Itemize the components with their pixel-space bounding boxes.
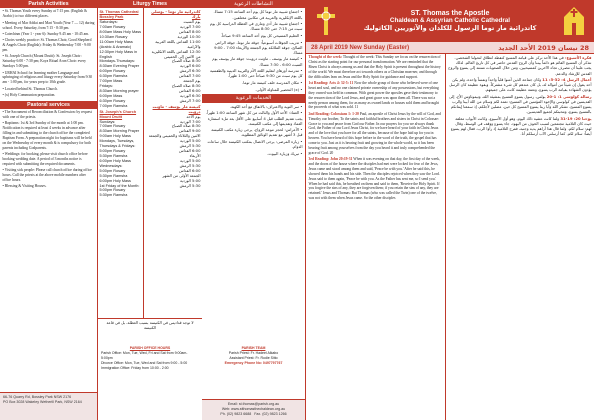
holiday-notice: لا توجد قداديس في الكنيسة بسبب العطلة، بل في قاعة الكنيسة xyxy=(98,318,202,331)
pastoral-header-en: Pastoral services xyxy=(27,101,70,108)
reading-en-paragraph: Thought of the week: Thought of the week: This Sunday we focus on the resurrection of Christ as the starting point for our personal transformation. We are reminded that the Risen Christ is always among us and that the Holy Spirit is present throughout the history of the world. We must therefore act towards others as a Christian man-ner, and through the difficulties lean on Jesus and the Holy Spirit for guidance and support. xyxy=(308,55,441,79)
ar-activity-item: • مدرسة أورهاي لتعليم اللغة الأم والتربية الدينية والطقسية كل يوم سبت من 9:30 صباحاً حتى 1:00 ظهراً. xyxy=(209,68,303,79)
liturgy-ar-time: 9:00 القداس xyxy=(178,128,201,134)
readings-english xyxy=(306,54,446,420)
liturgy-ar-time: 7:00 الوردية xyxy=(179,118,201,124)
liturgy-ar-time: يوم السبت xyxy=(183,19,201,25)
liturgy-en-time: 5:00pm Rosary xyxy=(99,188,126,193)
liturgy-ar-time: 6:00 القداس xyxy=(178,87,201,93)
liturgy-en-time: 6:30pm Ramsha xyxy=(99,74,128,79)
liturgy-en-time: 8:30am Morning prayer xyxy=(99,88,139,93)
office-hours-title: PARISH OFFICE HOURS xyxy=(129,346,171,350)
liturgy-en-time: Fridays: xyxy=(99,84,114,89)
readings xyxy=(306,54,594,420)
ar-pastoral-header-text: الخدمات الرعوية xyxy=(235,95,272,102)
ar-activity-item: • تدريب الجوقات أسبوعياً: جوقة مار توما، جوقة الراعي الصالح، جوقة الملائكة يوم الجمعة والأربعاء 7:00 - 9:00 مساءً. xyxy=(214,39,303,55)
liturgy-ar-time: 8:30 صلاة الصباح xyxy=(171,58,201,64)
ar-activity-item: • مكان المدرسة خلف كنيسة مار توما. xyxy=(241,79,303,85)
activity-item: • URHAI School for learning mother Language and upbringing of religious and liturgy every Saturday from 9:30 am - 1:00 pm, for years prep to 10th grade. xyxy=(2,70,93,85)
liturgy-ar-location: كنيسة مار يوسف - ماونت درويت xyxy=(152,103,201,114)
reading-ar-paragraph: رسالة كولوسي 1: 1-20 بولس، رسول يسوع المسيح بمشيئة الله، وتيموثاوس الأخ، إلى القديسين في كولوسي والإخوة المؤمنين في المسيح: نعمة لكم وسلام من الله أبينا والرب يسوع المسيح. نشكر الله وأبا ربنا يسوع المسيح كل حين، مصلين لأجلكم، إذ سمعنا إيمانكم بالمسيح يسوع، ومحبتكم لجميع القديسين. xyxy=(449,94,592,115)
title-cathedral: Chaldean & Assyrian Catholic Cathedral xyxy=(389,17,511,24)
liturgy-en-time: 8:30am Morning Prayer xyxy=(99,129,140,134)
office-hours-line: Parish Office: Mon, Tue, Wed, Fri and Sat from 9:00am-5:00pm xyxy=(101,350,188,360)
liturgy-ar-time: يوم الأحد xyxy=(186,113,201,119)
ar-activity-item: • (x) التحضير للمناولة الأولى. xyxy=(255,86,303,92)
pastoral-item: • Weddings: for booking, please visit church office before booking wedding date. A period of 3 months notice is required with submitting the required documents. xyxy=(2,152,88,166)
liturgy-ar-time: الأربعاء xyxy=(189,152,201,158)
church-logo xyxy=(554,0,594,42)
liturgy-ar-time: 8:30 صلاة الصباح xyxy=(171,123,201,129)
contact-web[interactable]: Web: www.stthomasthechaldean.org.au xyxy=(221,406,286,411)
liturgy-ar-time: يوم الجمعة xyxy=(183,78,201,84)
reading-ar-paragraph: فكرة الأسبوع: في هذا الأحد نركز على قيامة المسيح كنقطة انطلاق لتحولنا الشخصي. نتذكر أن المسيح القائم هو دائماً بيننا وأن الروح القدس حاضر في كل تاريخ العالم. لذلك يجب علينا أن نتصرف تجاه الآخرين كمسيحيين، ومن خلال الصعوبات نستند إلى يسوع والروح القدس للإرشاد والدعم. xyxy=(448,55,592,76)
cathedral-banner xyxy=(306,0,594,42)
liturgy-ar-time: 5:30 الرمش xyxy=(179,143,201,149)
liturgy-en-time: Wednesdays: xyxy=(99,163,123,168)
liturgy-en-time: 7:00pm Mass xyxy=(99,79,123,84)
ar-activities-header-text: النشاطات الرعوية xyxy=(234,1,273,7)
liturgy-en-time: 8:30am Evening Prayer xyxy=(99,64,140,69)
reading-en-paragraph: 2nd Reading: Colossians 1: 1-20 Paul, an apostle of Christ Jesus by the will of God, and Timothy our brother, To the saints and faithful brothers and sisters in Christ in Colossae: Grace to you and peace from God our Father. In our prayers for you we always thank God, the Father of our Lord Jesus Christ, for we have heard of your faith in Christ Jesus and of the love that you have for all the saints, because of the hope laid up for you in heaven. You have heard of this hope before in the word of the truth, the gospel that has come to you. Just as it is bearing fruit and growing in the whole world, so it has been bearing fruit among yourselves from the day you heard it and truly comprehended the grace of God. 20 xyxy=(308,111,441,155)
ar-activity-item: • التعليم المسيحي كل يوم أحد الساعة 9:45 صباحاً. xyxy=(220,32,303,38)
liturgy-ar-time: 6:00 الوردية xyxy=(179,63,201,69)
pastoral-item: • Visiting sick people: Please call church office during office hours. Call the priests at the above mobile numbers after office hours. xyxy=(2,168,92,182)
liturgy-ar-location: كاتدرائية مار توما - بوسلي بارك xyxy=(151,9,201,20)
readings-arabic xyxy=(446,54,594,420)
ar-activities-header xyxy=(202,0,305,8)
activity-item: • St. Joseph Church (Mount Druitt): St. Joseph Choir: Saturday 6:00 - 7:30 pm; Koya Ritual Aron Choir: every Sundays 5:00 pm. xyxy=(2,54,86,69)
arabic-activities-column xyxy=(202,0,305,420)
activity-item: • Meeting of Mar Addai and Mari Youth (Year 7 — 12) during school. Every Saturday, from 7:15 - 8:30 pm. xyxy=(2,20,95,30)
liturgy-en-time: 5:30pm Ramsha xyxy=(99,193,128,198)
activity-item: • Choirs weekly practice: St. Thomas Choir, Good Shepherd & Angels Choir (English): Friday & Wednesday 7:00 - 9:00 pm. xyxy=(2,38,92,53)
activities-header-en: Parish Activities xyxy=(28,1,69,7)
ar-pastoral-item: • العماذ: الأحد الأول والثالث من كل شهر الساعة 1:00 ظهراً. يجب تقديم الطلب قبل 4 أسابيع على الأقل بعد ملء استمارة العماذ وتقديمها إلى مكتب الكنيسة. xyxy=(205,110,303,126)
liturgy-header-en: Liturgy Times xyxy=(133,1,167,7)
contact-box xyxy=(202,399,305,420)
parish-team-box xyxy=(202,345,305,373)
liturgy-ar-time: 7:00 الرمش xyxy=(179,97,201,103)
liturgy-en-time: 5:00pm Rosary xyxy=(99,168,126,173)
parish-team-title: PARISH TEAM xyxy=(241,346,266,350)
liturgy-ar-time: 8:30 صلاة الصباح xyxy=(171,83,201,89)
liturgy-ar-time: 7:00 القداس xyxy=(178,73,201,79)
liturgy-en-time: 6:30pm Rosary xyxy=(99,98,126,103)
liturgy-en-location: St. Joseph's Church Mount Druitt xyxy=(99,109,137,119)
activity-item: • (x) Holy Communion preparation. xyxy=(2,93,56,98)
ar-pastoral-item: • الأعراس: لحجز موعد الزواج، يرجى زيارة مكتب الكنيسة قبل 3 أشهر مع تقديم الوثائق المطلوبة. xyxy=(211,127,303,138)
liturgy-ar-time: 7:00 الوردية xyxy=(179,24,201,29)
liturgy-ar-time: 8:00 القداس xyxy=(178,28,201,34)
liturgy-en-time: 12:30pm Holy Mass in English xyxy=(99,49,138,59)
reading-en-lead: 2nd Reading: Colossians 1: 1-20 xyxy=(308,111,359,116)
left-column xyxy=(0,0,98,420)
reading-en-lead: Thought of the week: xyxy=(308,55,342,60)
reading-ar-lead: فكرة الأسبوع: xyxy=(564,55,592,61)
liturgy-ar-time: الاثنين والثلاثاء والخميس والجمعة xyxy=(148,133,201,139)
office-hours-line: Divorce Office: Mon, Tue, Wed and Sat from 9:00 - 5:00 xyxy=(101,360,188,365)
liturgy-ar-time: 11:00 القداس باللغة العربية والآرامية xyxy=(155,38,201,49)
liturgy-en-time: 8:00am Mass Holy Mass xyxy=(99,29,142,34)
address-box xyxy=(0,392,97,420)
office-hours-box xyxy=(98,345,202,373)
liturgy-en-time: 6:00pm Holy Mass xyxy=(99,178,131,183)
contact-email[interactable]: Email: st.thomas@parish.org.au xyxy=(227,402,280,406)
liturgy-en-time: 6:00pm Mass xyxy=(99,93,123,98)
office-hours-line: Immigration Office: Friday from 10:00 - 2:00 xyxy=(101,365,169,370)
ar-activity-item: • اجتماع شبيبة مار أدي وماري في العطلة الدراسية كل يوم سبت من 7:15 حتى 8:30 مساءً. xyxy=(209,21,303,32)
liturgy-en-time: 1st Friday of the Month: xyxy=(99,183,140,188)
ar-pastoral-item: • سر التوبة والاعتراف: بالاتفاق مع أحد الكهنة. xyxy=(229,103,303,109)
reading-ar-lead: رسالة كولوسي 1: 1-20 xyxy=(546,94,592,100)
liturgy-en-time: 7:00am Rosary xyxy=(99,124,126,129)
liturgy-tables xyxy=(98,8,202,318)
liturgy-ar-time: 10:30 الوردية xyxy=(177,33,201,39)
pastoral-item: • The Sacrament of Reconciliation & Confession: by request with one of the priests. xyxy=(2,110,92,119)
title-arabic: كاتدرائية مار توما الرسول للكلدان والآثوريين الكاثوليك xyxy=(363,24,537,32)
parish-team-line: Assistant Priest: Fr. Rodie Sitto xyxy=(229,355,278,360)
liturgy-en-time: 9:00am Holy Mass xyxy=(99,134,131,139)
parish-team-line: Parish Priest: Fr. Hadeel Alkabo xyxy=(228,350,279,355)
activities-list xyxy=(0,8,97,100)
activity-item: • St. Thomas Youth every Sunday at 7:15 pm. (English & Arabic) to two different places. xyxy=(2,9,87,19)
liturgy-en-time: 7:00pm Ramsha xyxy=(99,103,128,108)
liturgy-ar-time: 6:30 الوردية xyxy=(179,92,201,98)
church-icon xyxy=(560,5,588,37)
reading-ar-paragraph: أعمال الرسل 4: 32-5: 11 وكان جماعة الذين آمنوا قلباً واحداً ونفساً واحدة، ولم يكن أحد يقول إن شيئاً من أمواله له، بل كان عندهم كل شيء مشتركاً. وبقوة عظيمة كان الرسل يؤدون الشهادة بقيامة الرب يسوع، ونعمة عظيمة كانت على جميعهم. xyxy=(449,77,592,93)
activities-header xyxy=(0,0,97,8)
liturgy-ar-time: 6:30 الرمش xyxy=(179,68,201,74)
ar-activities-list xyxy=(202,8,305,94)
liturgy-en-time: Sundays: xyxy=(99,119,116,124)
ar-pastoral-item: • زيارة المرضى: يرجى الاتصال بمكتب الكنيسة خلال ساعات الدوام. xyxy=(207,139,303,150)
liturgy-en-time: 7:00am Rosary xyxy=(99,25,126,29)
liturgy-ar-time: 12:30 القداس باللغة الانكليزية xyxy=(151,48,201,54)
date-en: 28 April 2019 New Sunday (Easter) xyxy=(311,44,410,51)
liturgy-en-time: Saturdays: xyxy=(99,20,118,25)
activity-item: • Catechism (Year 1 - year 6): Sunday 9.45 am - 10:45 am. xyxy=(2,31,90,36)
liturgy-ar-time: 5:00 الوردية xyxy=(179,138,201,144)
liturgy-ar-time: 5:00 الوردية xyxy=(179,157,201,163)
liturgy-ar-time: 5:00 الوردية xyxy=(179,177,201,183)
ar-activity-item: • كنيسة مار يوسف - ماونت درويت: جوقة مار يوسف يوم السبت 6:00 - 7:30 مساءً. xyxy=(212,56,303,67)
liturgy-arabic xyxy=(144,8,202,318)
liturgy-english xyxy=(98,8,144,318)
liturgy-ar-time: من الاثنين إلى الخميس xyxy=(164,53,201,59)
emergency-phone: Emergency Phone No: 0497797767 xyxy=(224,360,283,365)
liturgy-en-time: 5:30pm Ramsha xyxy=(99,173,128,178)
cathedral-logo xyxy=(306,0,346,42)
pastoral-item: • Baptisms: 1st & 3rd Sunday of the month at 1:00 pm. Notification is required at least 4 weeks in advance after filling in and submitting to the church office the completed Baptism Form. A preparation night for baptisms will be held on the Wednesday of every month & is compulsory for both parents including Godparents. xyxy=(2,121,92,150)
ar-pastoral-header xyxy=(202,94,305,102)
date-bar xyxy=(306,42,594,54)
ar-activity-item: • اجتماع شبيبة مار توما كل يوم أحد الساعة 7:15 مساءً. باللغة الإنكليزية والعربية في مكانين مختلفين. xyxy=(213,9,303,20)
liturgy-en-time: Mondays-Thursdays: xyxy=(99,59,135,64)
activity-item: • Located behind St. Thomas Church. xyxy=(2,86,58,91)
address-line-2: PO Box 3028 Wakeley Wetherill Park, NSW 2164 xyxy=(3,399,82,404)
liturgy-en-time: 5:30pm Ramsha xyxy=(99,153,128,158)
contact-fax: Fax. (02) 9823 1266 xyxy=(254,411,287,416)
liturgy-ar-time: 6:00 القداس xyxy=(178,148,201,154)
date-ar: 28 نيسان 2019 الأحد الجديد xyxy=(498,43,589,52)
liturgy-ar-time: 5:30 الرمش xyxy=(179,182,201,188)
address-line-1: 66-76 Quarry Rd, Bossley Park NSW 2176 xyxy=(3,395,72,399)
reading-ar-lead: يوحنا 20: 19-31 xyxy=(560,116,592,122)
banner-titles xyxy=(346,10,554,32)
reading-ar-lead: أعمال الرسل 4: 32-5: 11 xyxy=(542,77,592,83)
pastoral-list xyxy=(0,109,97,192)
pastoral-item: • Blessing & Visiting Houses. xyxy=(2,184,47,189)
liturgy-ar-time: 5:30 الرمش xyxy=(179,162,201,168)
reading-en-lead: 3rd Reading: John 20:19-31 xyxy=(308,157,353,162)
ar-pastoral-item: • تبريك وزيارة البيوت. xyxy=(267,150,303,156)
reading-en-paragraph: 1st Reading: Acts 4: 32-5: 11 Now the whole group of those who believed were of one heart and soul, and no one claimed private ownership of any possessions, but everything they owned was held in common. With great power the apostles gave their testimony to the resurrection of the Lord Jesus, and great grace was upon them all. There was not a needy person among them, for as many as owned lands or houses sold them and brought the proceeds of what was sold. 11 xyxy=(308,81,439,110)
liturgy-en-time: 5:00pm Rosary xyxy=(99,149,126,154)
liturgy-en-time: 10:30am Rosary xyxy=(99,34,128,39)
liturgy-en-time: 6:00pm Rosary xyxy=(99,69,126,74)
contact-phone: Ph. (02) 9823 6688 Fax. (02) 9823 1266 xyxy=(220,411,287,416)
liturgy-ar-time: الجمعة الأولى من الشهر xyxy=(162,172,201,178)
liturgy-header xyxy=(98,0,202,8)
reading-ar-paragraph: يوحنا 20: 19-31 ولما كانت عشية ذلك اليوم، وهو أول الأسبوع، وكانت الأبواب مغلقة حيث كان التلاميذ مجتمعين لسبب الخوف من اليهود، جاء يسوع ووقف في الوسط، وقال لهم: سلام لكم. ولما قال هذا أراهم يديه وجنبه، ففرح التلاميذ إذ رأوا الرب. فقال لهم يسوع أيضاً: سلام لكم. كما أرسلني الآب أرسلكم أنا. xyxy=(450,116,592,137)
cross-icon xyxy=(312,5,340,37)
liturgy-en-time: 6:00pm Holy Mass xyxy=(99,158,131,163)
front-page xyxy=(305,0,594,420)
reading-en-paragraph: 3rd Reading: John 20:19-31 When it was evening on that day, the first day of the week, and the doors of the house where the disciples had met were locked for fear of the Jews, Jesus came and stood among them and said, 'Peace be with you.' After he said this, he showed them his hands and his side. Then the disciples rejoiced when they saw the Lord. Jesus said to them again, 'Peace be with you. As the Father has sent me, so I send you.' When he had said this, he breathed on them and said to them, 'Receive the Holy Spirit. If you forgive the sins of any, they are forgiven them; if you retain the sins of any, they are retained.' Jesus and Thomas: But Thomas (who was called the Twin) one of the twelve, was not with them when Jesus came. So the other disciples xyxy=(308,157,440,201)
reading-en-lead: 1st Reading: Acts 4: 32-5: 11 xyxy=(308,81,354,86)
ar-pastoral-list xyxy=(202,103,305,159)
liturgy-en-location: St. Thomas Cathedral Bossley Park xyxy=(99,10,139,20)
liturgy-column xyxy=(98,0,202,420)
liturgy-en-time: 11:00am Holy Mass (Arabic & Aramaic) xyxy=(99,39,133,49)
pastoral-header xyxy=(0,101,97,109)
title-apostle: ST. Thomas the Apostle xyxy=(410,10,490,17)
liturgy-en-time: Mondays, Tuesdays, Thursdays & Fridays: xyxy=(99,139,136,149)
liturgy-ar-time: 6:00 القداس xyxy=(178,167,201,173)
